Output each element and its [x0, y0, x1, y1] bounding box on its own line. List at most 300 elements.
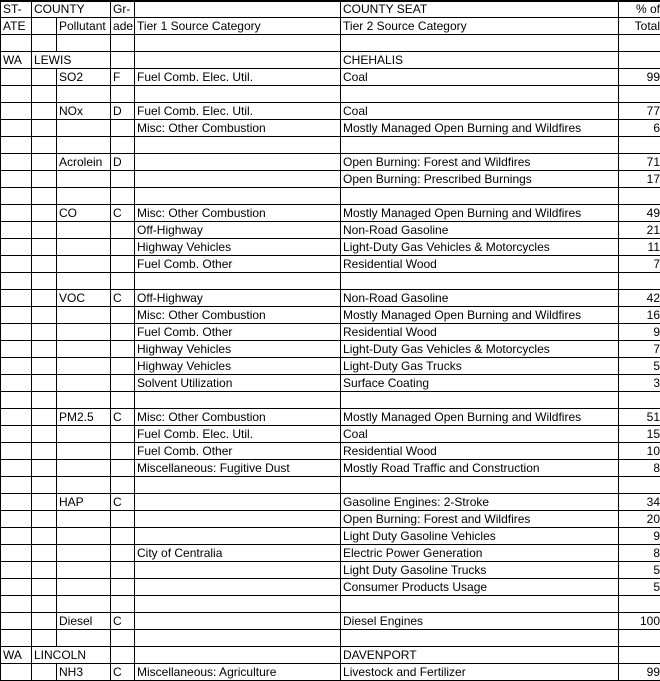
cell-pollutant[interactable]: Pollutant	[57, 18, 111, 35]
cell-tier2[interactable]: Consumer Products Usage	[341, 579, 619, 596]
cell-county[interactable]	[32, 477, 57, 494]
cell-pollutant[interactable]	[57, 171, 111, 188]
cell-state[interactable]	[1, 358, 32, 375]
cell-grade[interactable]	[111, 630, 135, 647]
cell-pollutant[interactable]: Diesel	[57, 613, 111, 630]
cell-county[interactable]	[32, 273, 57, 290]
cell-grade[interactable]: C	[111, 494, 135, 511]
cell-state[interactable]	[1, 35, 32, 52]
cell-grade[interactable]	[111, 579, 135, 596]
cell-tier1[interactable]	[135, 188, 341, 205]
cell-tier2[interactable]: Mostly Managed Open Burning and Wildfires	[341, 307, 619, 324]
cell-grade[interactable]: F	[111, 69, 135, 86]
cell-county[interactable]	[32, 35, 57, 52]
cell-county[interactable]	[32, 69, 57, 86]
cell-percent[interactable]: 5	[619, 579, 660, 596]
cell-pollutant[interactable]	[57, 579, 111, 596]
cell-pollutant[interactable]	[57, 528, 111, 545]
cell-grade[interactable]	[111, 358, 135, 375]
cell-grade[interactable]	[111, 256, 135, 273]
cell-pollutant[interactable]	[57, 562, 111, 579]
cell-tier2[interactable]: Open Burning: Prescribed Burnings	[341, 171, 619, 188]
cell-state[interactable]: ATE	[1, 18, 32, 35]
cell-tier2[interactable]: Light Duty Gasoline Trucks	[341, 562, 619, 579]
cell-state[interactable]	[1, 239, 32, 256]
cell-grade[interactable]	[111, 528, 135, 545]
cell-tier2[interactable]: Mostly Managed Open Burning and Wildfires	[341, 120, 619, 137]
cell-percent[interactable]	[619, 188, 660, 205]
cell-tier2[interactable]: Mostly Road Traffic and Construction	[341, 460, 619, 477]
cell-percent[interactable]: 21	[619, 222, 660, 239]
cell-pollutant[interactable]	[57, 358, 111, 375]
cell-state[interactable]	[1, 392, 32, 409]
cell-pollutant[interactable]: CO	[57, 205, 111, 222]
cell-percent[interactable]	[619, 35, 660, 52]
cell-tier2[interactable]: Coal	[341, 103, 619, 120]
table-row	[1, 528, 660, 545]
cell-pollutant[interactable]: HAP	[57, 494, 111, 511]
cell-state[interactable]	[1, 664, 32, 681]
cell-pollutant[interactable]	[57, 35, 111, 52]
cell-percent[interactable]	[619, 52, 660, 69]
cell-pollutant[interactable]: NOx	[57, 103, 111, 120]
cell-grade[interactable]: C	[111, 613, 135, 630]
cell-tier2[interactable]: Diesel Engines	[341, 613, 619, 630]
cell-state[interactable]	[1, 154, 32, 171]
cell-state[interactable]	[1, 103, 32, 120]
cell-tier2[interactable]: CHEHALIS	[341, 52, 619, 69]
cell-county[interactable]	[32, 426, 57, 443]
cell-grade[interactable]: Gr-	[111, 1, 135, 18]
cell-pollutant[interactable]	[57, 273, 111, 290]
cell-percent[interactable]	[619, 137, 660, 154]
cell-tier1[interactable]	[135, 52, 341, 69]
table-row	[1, 443, 660, 460]
cell-tier1[interactable]: Tier 1 Source Category	[135, 18, 341, 35]
table-row	[1, 460, 660, 477]
cell-tier2[interactable]	[341, 188, 619, 205]
cell-state[interactable]	[1, 443, 32, 460]
cell-percent[interactable]: 49	[619, 205, 660, 222]
cell-tier1[interactable]: Miscellaneous: Fugitive Dust	[135, 460, 341, 477]
cell-grade[interactable]	[111, 375, 135, 392]
cell-pollutant[interactable]: NH3	[57, 664, 111, 681]
cell-grade[interactable]	[111, 222, 135, 239]
cell-state[interactable]	[1, 494, 32, 511]
cell-percent[interactable]: 9	[619, 528, 660, 545]
cell-tier2[interactable]: Tier 2 Source Category	[341, 18, 619, 35]
table-body	[1, 1, 660, 681]
cell-tier2[interactable]: Light Duty Gasoline Vehicles	[341, 528, 619, 545]
cell-county[interactable]	[32, 460, 57, 477]
cell-state[interactable]	[1, 630, 32, 647]
cell-grade[interactable]	[111, 545, 135, 562]
cell-percent[interactable]	[619, 477, 660, 494]
cell-pollutant[interactable]: VOC	[57, 290, 111, 307]
cell-county[interactable]	[32, 18, 57, 35]
cell-state[interactable]	[1, 137, 32, 154]
cell-state[interactable]	[1, 545, 32, 562]
cell-pollutant[interactable]	[57, 137, 111, 154]
cell-pollutant[interactable]	[57, 256, 111, 273]
cell-percent[interactable]	[619, 273, 660, 290]
cell-county[interactable]	[32, 358, 57, 375]
cell-pollutant[interactable]	[57, 307, 111, 324]
cell-tier1[interactable]	[135, 477, 341, 494]
cell-county[interactable]	[32, 443, 57, 460]
cell-pollutant[interactable]	[57, 630, 111, 647]
cell-grade[interactable]	[111, 341, 135, 358]
cell-county[interactable]	[32, 562, 57, 579]
cell-percent[interactable]	[619, 630, 660, 647]
cell-grade[interactable]	[111, 52, 135, 69]
cell-tier2[interactable]: Open Burning: Forest and Wildfires	[341, 511, 619, 528]
cell-tier1[interactable]: Fuel Comb. Other	[135, 324, 341, 341]
cell-county[interactable]	[32, 579, 57, 596]
table-row	[1, 222, 660, 239]
cell-tier1[interactable]	[135, 579, 341, 596]
cell-state[interactable]	[1, 120, 32, 137]
table-row	[1, 409, 660, 426]
table-row	[1, 647, 660, 664]
cell-state[interactable]	[1, 324, 32, 341]
cell-percent[interactable]: 100	[619, 613, 660, 630]
cell-state[interactable]	[1, 290, 32, 307]
cell-state[interactable]: ST-	[1, 1, 32, 18]
cell-tier2[interactable]: Open Burning: Forest and Wildfires	[341, 154, 619, 171]
table-row	[1, 545, 660, 562]
cell-grade[interactable]	[111, 426, 135, 443]
cell-tier1[interactable]: Fuel Comb. Other	[135, 443, 341, 460]
cell-percent[interactable]: 10	[619, 443, 660, 460]
cell-pollutant[interactable]	[57, 460, 111, 477]
cell-grade[interactable]	[111, 647, 135, 664]
cell-tier2[interactable]: COUNTY SEAT	[341, 1, 619, 18]
cell-percent[interactable]	[619, 647, 660, 664]
cell-grade[interactable]	[111, 188, 135, 205]
cell-state[interactable]	[1, 596, 32, 613]
cell-pollutant[interactable]: PM2.5	[57, 409, 111, 426]
cell-pollutant[interactable]	[57, 596, 111, 613]
cell-tier1[interactable]: Misc: Other Combustion	[135, 307, 341, 324]
cell-grade[interactable]	[111, 171, 135, 188]
cell-percent[interactable]: 16	[619, 307, 660, 324]
cell-pollutant[interactable]	[57, 443, 111, 460]
cell-county[interactable]	[32, 120, 57, 137]
cell-state[interactable]	[1, 273, 32, 290]
cell-county[interactable]	[32, 409, 57, 426]
cell-state[interactable]	[1, 511, 32, 528]
cell-tier2[interactable]	[341, 137, 619, 154]
cell-state[interactable]	[1, 426, 32, 443]
cell-tier1[interactable]: Fuel Comb. Other	[135, 256, 341, 273]
cell-county[interactable]	[32, 307, 57, 324]
cell-county[interactable]: LINCOLN	[32, 647, 111, 664]
cell-state[interactable]	[1, 528, 32, 545]
cell-pollutant[interactable]	[57, 341, 111, 358]
cell-pollutant[interactable]: Acrolein	[57, 154, 111, 171]
cell-percent[interactable]: 77	[619, 103, 660, 120]
cell-tier2[interactable]: Residential Wood	[341, 443, 619, 460]
cell-percent[interactable]: 42	[619, 290, 660, 307]
cell-tier1[interactable]	[135, 1, 341, 18]
cell-grade[interactable]: C	[111, 205, 135, 222]
cell-grade[interactable]: C	[111, 290, 135, 307]
cell-percent[interactable]	[619, 86, 660, 103]
cell-percent[interactable]: 11	[619, 239, 660, 256]
cell-tier2[interactable]: Coal	[341, 69, 619, 86]
table-row	[1, 392, 660, 409]
cell-state[interactable]	[1, 613, 32, 630]
cell-tier1[interactable]: Fuel Comb. Elec. Util.	[135, 426, 341, 443]
cell-percent[interactable]: % of	[619, 1, 660, 18]
cell-percent[interactable]: 99	[619, 664, 660, 681]
cell-grade[interactable]	[111, 460, 135, 477]
cell-tier2[interactable]: Residential Wood	[341, 324, 619, 341]
cell-grade[interactable]	[111, 392, 135, 409]
table-row	[1, 86, 660, 103]
cell-percent[interactable]: 9	[619, 324, 660, 341]
cell-county[interactable]	[32, 630, 57, 647]
cell-percent[interactable]: 5	[619, 562, 660, 579]
cell-pollutant[interactable]: SO2	[57, 69, 111, 86]
cell-tier1[interactable]: Fuel Comb. Elec. Util.	[135, 69, 341, 86]
cell-tier1[interactable]	[135, 596, 341, 613]
table-row	[1, 35, 660, 52]
cell-county[interactable]	[32, 137, 57, 154]
cell-tier1[interactable]	[135, 494, 341, 511]
cell-state[interactable]	[1, 579, 32, 596]
cell-state[interactable]	[1, 205, 32, 222]
cell-tier2[interactable]: Non-Road Gasoline	[341, 290, 619, 307]
table-row	[1, 120, 660, 137]
cell-grade[interactable]	[111, 120, 135, 137]
cell-county[interactable]	[32, 171, 57, 188]
cell-percent[interactable]	[619, 596, 660, 613]
cell-percent[interactable]: 6	[619, 120, 660, 137]
cell-tier1[interactable]	[135, 511, 341, 528]
cell-tier2[interactable]: Non-Road Gasoline	[341, 222, 619, 239]
cell-percent[interactable]: 8	[619, 545, 660, 562]
cell-grade[interactable]	[111, 273, 135, 290]
cell-grade[interactable]: D	[111, 154, 135, 171]
cell-county[interactable]	[32, 103, 57, 120]
cell-county[interactable]	[32, 324, 57, 341]
cell-tier2[interactable]	[341, 630, 619, 647]
cell-tier1[interactable]: Miscellaneous: Agriculture	[135, 664, 341, 681]
cell-county[interactable]	[32, 596, 57, 613]
cell-county[interactable]	[32, 528, 57, 545]
cell-county[interactable]	[32, 545, 57, 562]
cell-grade[interactable]	[111, 239, 135, 256]
cell-percent[interactable]: 8	[619, 460, 660, 477]
cell-county[interactable]	[32, 341, 57, 358]
cell-tier1[interactable]	[135, 528, 341, 545]
cell-tier1[interactable]: Highway Vehicles	[135, 358, 341, 375]
cell-tier2[interactable]: Light-Duty Gas Vehicles & Motorcycles	[341, 341, 619, 358]
cell-tier1[interactable]	[135, 613, 341, 630]
cell-county[interactable]: COUNTY	[32, 1, 111, 18]
cell-tier2[interactable]: Light-Duty Gas Trucks	[341, 358, 619, 375]
cell-percent[interactable]: 99	[619, 69, 660, 86]
cell-tier1[interactable]: Off-Highway	[135, 222, 341, 239]
cell-grade[interactable]	[111, 562, 135, 579]
cell-tier1[interactable]	[135, 154, 341, 171]
cell-county[interactable]	[32, 290, 57, 307]
cell-county[interactable]	[32, 494, 57, 511]
cell-tier1[interactable]	[135, 647, 341, 664]
cell-state[interactable]	[1, 460, 32, 477]
cell-tier2[interactable]: DAVENPORT	[341, 647, 619, 664]
cell-county[interactable]	[32, 375, 57, 392]
cell-tier2[interactable]	[341, 35, 619, 52]
cell-county[interactable]	[32, 256, 57, 273]
cell-pollutant[interactable]	[57, 426, 111, 443]
table-row	[1, 579, 660, 596]
cell-grade[interactable]	[111, 443, 135, 460]
cell-percent[interactable]: 5	[619, 358, 660, 375]
cell-tier1[interactable]	[135, 137, 341, 154]
table-row	[1, 426, 660, 443]
cell-pollutant[interactable]	[57, 392, 111, 409]
cell-state[interactable]	[1, 222, 32, 239]
cell-tier2[interactable]	[341, 596, 619, 613]
table-row	[1, 188, 660, 205]
cell-pollutant[interactable]	[57, 239, 111, 256]
cell-county[interactable]	[32, 511, 57, 528]
cell-state[interactable]	[1, 188, 32, 205]
cell-tier2[interactable]: Coal	[341, 426, 619, 443]
cell-state[interactable]	[1, 307, 32, 324]
cell-grade[interactable]	[111, 86, 135, 103]
table-row	[1, 307, 660, 324]
cell-tier2[interactable]: Surface Coating	[341, 375, 619, 392]
cell-tier1[interactable]	[135, 562, 341, 579]
cell-county[interactable]	[32, 392, 57, 409]
cell-tier1[interactable]: Misc: Other Combustion	[135, 120, 341, 137]
cell-tier1[interactable]	[135, 630, 341, 647]
cell-state[interactable]	[1, 171, 32, 188]
cell-county[interactable]	[32, 154, 57, 171]
cell-grade[interactable]	[111, 307, 135, 324]
cell-pollutant[interactable]	[57, 86, 111, 103]
cell-tier2[interactable]: Electric Power Generation	[341, 545, 619, 562]
cell-pollutant[interactable]	[57, 188, 111, 205]
table-row	[1, 18, 660, 35]
cell-tier2[interactable]	[341, 273, 619, 290]
cell-tier2[interactable]: Mostly Managed Open Burning and Wildfires	[341, 205, 619, 222]
cell-state[interactable]	[1, 86, 32, 103]
cell-state[interactable]	[1, 256, 32, 273]
cell-tier2[interactable]	[341, 392, 619, 409]
cell-county[interactable]	[32, 86, 57, 103]
cell-pollutant[interactable]	[57, 477, 111, 494]
cell-tier2[interactable]: Mostly Managed Open Burning and Wildfires	[341, 409, 619, 426]
cell-tier1[interactable]	[135, 35, 341, 52]
cell-grade[interactable]: C	[111, 409, 135, 426]
cell-state[interactable]	[1, 562, 32, 579]
cell-tier1[interactable]	[135, 273, 341, 290]
cell-grade[interactable]: C	[111, 664, 135, 681]
cell-state[interactable]: WA	[1, 647, 32, 664]
cell-tier1[interactable]: Highway Vehicles	[135, 239, 341, 256]
cell-percent[interactable]: 20	[619, 511, 660, 528]
cell-state[interactable]	[1, 409, 32, 426]
cell-state[interactable]: WA	[1, 52, 32, 69]
cell-county[interactable]	[32, 222, 57, 239]
cell-pollutant[interactable]	[57, 375, 111, 392]
cell-percent[interactable]	[619, 392, 660, 409]
cell-percent[interactable]: 34	[619, 494, 660, 511]
cell-percent[interactable]: 15	[619, 426, 660, 443]
cell-county[interactable]: LEWIS	[32, 52, 111, 69]
cell-state[interactable]	[1, 477, 32, 494]
cell-tier2[interactable]: Residential Wood	[341, 256, 619, 273]
cell-county[interactable]	[32, 613, 57, 630]
cell-tier1[interactable]	[135, 171, 341, 188]
cell-grade[interactable]: ade	[111, 18, 135, 35]
cell-state[interactable]	[1, 341, 32, 358]
cell-grade[interactable]	[111, 511, 135, 528]
cell-tier2[interactable]: Livestock and Fertilizer	[341, 664, 619, 681]
cell-percent[interactable]: 17	[619, 171, 660, 188]
cell-state[interactable]	[1, 69, 32, 86]
cell-grade[interactable]	[111, 35, 135, 52]
cell-tier1[interactable]: Highway Vehicles	[135, 341, 341, 358]
cell-percent[interactable]: Total	[619, 18, 660, 35]
cell-tier2[interactable]	[341, 477, 619, 494]
cell-tier2[interactable]: Light-Duty Gas Vehicles & Motorcycles	[341, 239, 619, 256]
cell-percent[interactable]: 51	[619, 409, 660, 426]
cell-tier1[interactable]: Misc: Other Combustion	[135, 409, 341, 426]
cell-grade[interactable]	[111, 137, 135, 154]
cell-state[interactable]	[1, 375, 32, 392]
cell-county[interactable]	[32, 205, 57, 222]
cell-pollutant[interactable]	[57, 324, 111, 341]
table-row	[1, 562, 660, 579]
cell-grade[interactable]	[111, 477, 135, 494]
cell-grade[interactable]: D	[111, 103, 135, 120]
cell-pollutant[interactable]	[57, 120, 111, 137]
cell-pollutant[interactable]	[57, 511, 111, 528]
cell-county[interactable]	[32, 239, 57, 256]
cell-county[interactable]	[32, 188, 57, 205]
table-row	[1, 613, 660, 630]
cell-tier1[interactable]: Solvent Utilization	[135, 375, 341, 392]
table-row	[1, 137, 660, 154]
table-row	[1, 205, 660, 222]
cell-tier1[interactable]	[135, 86, 341, 103]
cell-percent[interactable]: 7	[619, 256, 660, 273]
cell-percent[interactable]: 7	[619, 341, 660, 358]
cell-percent[interactable]: 71	[619, 154, 660, 171]
cell-tier1[interactable]: City of Centralia	[135, 545, 341, 562]
cell-pollutant[interactable]	[57, 222, 111, 239]
cell-pollutant[interactable]	[57, 545, 111, 562]
cell-tier2[interactable]: Gasoline Engines: 2-Stroke	[341, 494, 619, 511]
cell-tier1[interactable]: Off-Highway	[135, 290, 341, 307]
cell-grade[interactable]	[111, 596, 135, 613]
cell-grade[interactable]	[111, 324, 135, 341]
cell-tier1[interactable]	[135, 392, 341, 409]
cell-tier2[interactable]	[341, 86, 619, 103]
table-row	[1, 596, 660, 613]
cell-percent[interactable]: 3	[619, 375, 660, 392]
cell-tier1[interactable]: Fuel Comb. Elec. Util.	[135, 103, 341, 120]
table-row	[1, 290, 660, 307]
cell-county[interactable]	[32, 664, 57, 681]
cell-tier1[interactable]: Misc: Other Combustion	[135, 205, 341, 222]
